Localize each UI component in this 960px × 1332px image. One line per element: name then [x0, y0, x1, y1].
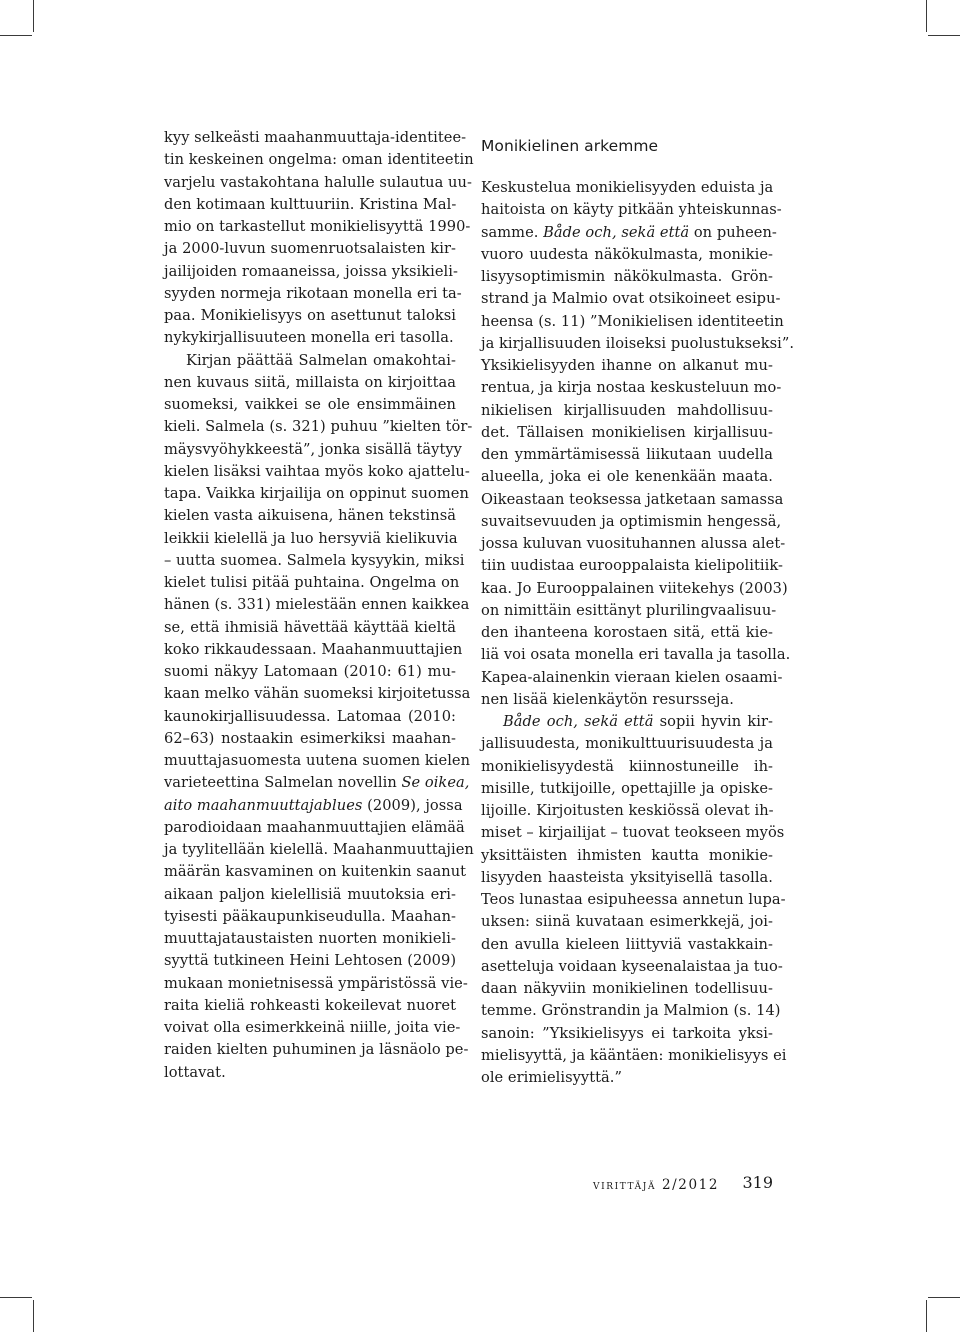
- text-line: paa. Monikielisyys on asettunut taloksi: [164, 307, 456, 324]
- text-line: jailijoiden romaaneissa, joissa yksikieli-: [164, 262, 458, 280]
- text-line: nen lisää kielenkäytön resursseja.: [481, 690, 734, 708]
- text-line: [164, 772, 470, 794]
- text-line: daan näkyviin monikielinen todellisuu-: [481, 980, 773, 997]
- text-line: kielen vasta aikuisena, hänen tekstinsä: [164, 507, 456, 525]
- text-line: suomeksi, vaikkei se ole ensimmäinen: [164, 396, 456, 413]
- text-line: se, että ihmisiä hävettää käyttää kieltä: [164, 618, 456, 636]
- text-line: 62–63) nostaakin esimerkiksi maahan-: [164, 729, 456, 747]
- text-run: sopii hyvin kir-: [653, 713, 773, 730]
- text-line: nikielisen kirjallisuuden mahdollisuu-: [481, 401, 773, 419]
- text-line: nen kuvaus siitä, millaista on kirjoittaa: [164, 373, 456, 391]
- text-line: det. Tällaisen monikielisen kirjallisuu-: [481, 423, 773, 441]
- text-line: kyy selkeästi maahanmuuttaja-identitee-: [164, 129, 467, 146]
- crop-mark-bottom-right: [926, 1300, 927, 1332]
- page-number: 319: [742, 1173, 773, 1192]
- text-line: lisyyden haasteista yksityisellä tasolla.: [481, 868, 773, 886]
- text-line: rentua, ja kirja nostaa keskusteluun mo-: [481, 379, 782, 397]
- text-line: Oikeastaan teoksessa jatketaan samassa: [481, 490, 784, 508]
- text-line: mielisyyttä, ja kääntäen: monikielisyys ei: [481, 1046, 787, 1064]
- text-line: suvaitsevuuden ja optimismin hengessä,: [481, 512, 782, 530]
- left-paragraph-2: [164, 350, 474, 1084]
- text-line: kieli. Salmela (s. 321) puhuu ”kielten tör-: [164, 418, 473, 436]
- text-line: sanoin: ”Yksikielisyys ei tarkoita yksi-: [481, 1024, 773, 1042]
- text-line: haitoista on käyty pitkään yhteiskunnas-: [481, 201, 782, 219]
- journal-name: virittäjä 2/2012: [593, 1177, 720, 1193]
- text-line: koko rikkaudessaan. Maahanmuuttajien: [164, 640, 463, 658]
- crop-mark-bottom-left: [33, 1300, 34, 1332]
- text-line: liä voi osata monella eri tavalla ja tasolla.: [481, 646, 791, 664]
- text-line: Yksikielisyyden ihanne on alkanut mu-: [481, 357, 773, 374]
- right-paragraph-2: [481, 711, 787, 1089]
- text-line: parodioidaan maahanmuuttajien elämää: [164, 818, 465, 836]
- crop-mark-top-right: [926, 0, 927, 32]
- text-line: kaunokirjallisuudessa. Latomaa (2010:: [164, 707, 456, 725]
- text-line: den ymmärtämisessä liikutaan uudella: [481, 446, 773, 463]
- text-line: [481, 222, 777, 244]
- text-line: tyisesti pääkaupunkiseudulla. Maahan-: [164, 907, 456, 925]
- text-line: tin keskeinen ongelma: oman identiteetin: [164, 151, 474, 169]
- text-line: syyden normeja rikotaan monella eri ta-: [164, 284, 462, 302]
- text-line: jallisuudesta, monikulttuurisuudesta ja: [481, 735, 773, 753]
- text-line: nykykirjallisuuteen monella eri tasolla.: [164, 329, 454, 347]
- text-line: den avulla kieleen liittyviä vastakkain-: [481, 935, 773, 953]
- text-line: mio on tarkastellut monikielisyyttä 1990-: [164, 218, 471, 235]
- right-text-column: [481, 127, 795, 1089]
- text-line: Keskustelua monikielisyyden eduista ja: [481, 179, 774, 196]
- page-footer: [593, 1173, 773, 1197]
- text-line: alueella, joka ei ole kenenkään maata.: [481, 468, 773, 486]
- right-paragraph-1: [481, 177, 795, 711]
- crop-mark-right-bottom: [928, 1297, 960, 1298]
- text-line: on nimittäin esittänyt plurilingvaalisuu-: [481, 601, 777, 619]
- text-line: lisyysoptimismin näkökulmasta. Grön-: [481, 268, 773, 285]
- text-line: muuttajasuomesta uutena suomen kielen: [164, 752, 471, 769]
- crop-mark-left-bottom: [0, 1297, 32, 1298]
- text-line: tapa. Vaikka kirjailija on oppinut suomen: [164, 485, 469, 502]
- text-line: jossa kuluvan vuosituhannen alussa alet-: [481, 535, 786, 552]
- text-line: den kotimaan kulttuuriin. Kristina Mal-: [164, 195, 457, 213]
- text-line: ja tyylitellään kielellä. Maahanmuuttajien: [164, 841, 474, 858]
- text-run: varieteettina Salmelan novellin: [164, 774, 402, 792]
- text-line: kaa. Jo Eurooppalainen viitekehys (2003): [481, 579, 788, 597]
- text-line: hänen (s. 331) mielestään ennen kaikkea: [164, 596, 470, 614]
- text-run: on puheen-: [689, 223, 777, 241]
- crop-mark-left-top: [0, 35, 32, 36]
- text-line: leikkii kielellä ja luo hersyviä kielikuvia: [164, 529, 458, 547]
- text-line: syyttä tutkineen Heini Lehtosen (2009): [164, 952, 457, 970]
- text-line: tiin uudistaa eurooppalaista kielipolitiik-: [481, 557, 783, 575]
- text-line: misille, tutkijoille, opettajille ja opiske-: [481, 779, 773, 797]
- text-line: [164, 795, 463, 817]
- novel-title: aito maahanmuuttajablues: [164, 796, 363, 814]
- text-line: muuttajataustaisten nuorten monikieli-: [164, 930, 456, 947]
- text-line: aikaan paljon kielellisiä muutoksia eri-: [164, 885, 456, 903]
- novel-title: Se oikea,: [401, 774, 470, 792]
- text-line: [481, 711, 773, 733]
- text-line: – uutta suomea. Salmela kysyykin, miksi: [164, 551, 465, 569]
- crop-mark-right-top: [928, 35, 960, 36]
- text-line: strand ja Malmio ovat otsikoineet esipu-: [481, 290, 781, 308]
- text-line: uksen: siinä kuvataan esimerkkejä, joi-: [481, 913, 773, 931]
- text-line: asetteluja voidaan kyseenalaistaa ja tuo-: [481, 957, 783, 975]
- text-line: suomi näkyy Latomaan (2010: 61) mu-: [164, 663, 456, 680]
- text-line: temme. Grönstrandin ja Malmion (s. 14): [481, 1002, 781, 1020]
- text-line: ja 2000-luvun suomenruotsalaisten kir-: [164, 240, 456, 258]
- text-line: yksittäisten ihmisten kautta monikie-: [481, 846, 773, 864]
- text-line: Kapea-alainenkin vieraan kielen osaami-: [481, 668, 783, 686]
- text-line: miset – kirjailijat – tuovat teokseen myös: [481, 824, 785, 842]
- crop-mark-top-left: [33, 0, 34, 32]
- text-line: varjelu vastakohtana halulle sulautua uu-: [164, 173, 472, 191]
- text-line: heensa (s. 11) ”Monikielisen identiteetin: [481, 312, 784, 330]
- text-line: den ihanteena korostaen sitä, että kie-: [481, 624, 773, 641]
- text-line: lijoille. Kirjoitusten keskiössä olevat ih-: [481, 802, 774, 819]
- text-line: ja kirjallisuuden iloiseksi puolustukseksi”.: [481, 334, 795, 352]
- text-line: lottavat.: [164, 1063, 226, 1081]
- text-run: samme.: [481, 223, 544, 241]
- section-heading: Monikielinen arkemme: [481, 137, 659, 155]
- text-line: Kirjan päättää Salmelan omakohtai-: [186, 351, 456, 369]
- text-line: Teos lunastaa esipuheessa annetun lupa-: [481, 891, 786, 908]
- text-line: kielet tulisi pitää puhtaina. Ongelma on: [164, 574, 460, 591]
- text-line: raiden kielten puhuminen ja läsnäolo pe-: [164, 1041, 469, 1059]
- text-line: voivat olla esimerkkeinä niille, joita vie-: [164, 1019, 461, 1036]
- text-line: kaan melko vähän suomeksi kirjoitetussa: [164, 685, 471, 703]
- text-line: mukaan monietnisessä ympäristössä vie-: [164, 974, 468, 992]
- left-paragraph-1: [164, 127, 474, 350]
- text-run: (2009), jossa: [362, 796, 463, 814]
- left-text-column: [164, 127, 474, 1084]
- text-line: ole erimielisyyttä.”: [481, 1069, 622, 1086]
- text-line: määrän kasvaminen on kuitenkin saanut: [164, 863, 467, 881]
- text-line: mäysvyöhykkeestä”, jonka sisällä täytyy: [164, 440, 462, 458]
- text-line: monikielisyydestä kiinnostuneille ih-: [481, 757, 773, 775]
- book-title: Både och, sekä että: [543, 223, 690, 241]
- text-line: kielen lisäksi vaihtaa myös koko ajattelu-: [164, 462, 470, 480]
- text-line: vuoro uudesta näkökulmasta, monikie-: [481, 245, 773, 263]
- text-line: raita kieliä rohkeasti kokeilevat nuoret: [164, 996, 456, 1014]
- book-title: Både och, sekä että: [503, 713, 654, 730]
